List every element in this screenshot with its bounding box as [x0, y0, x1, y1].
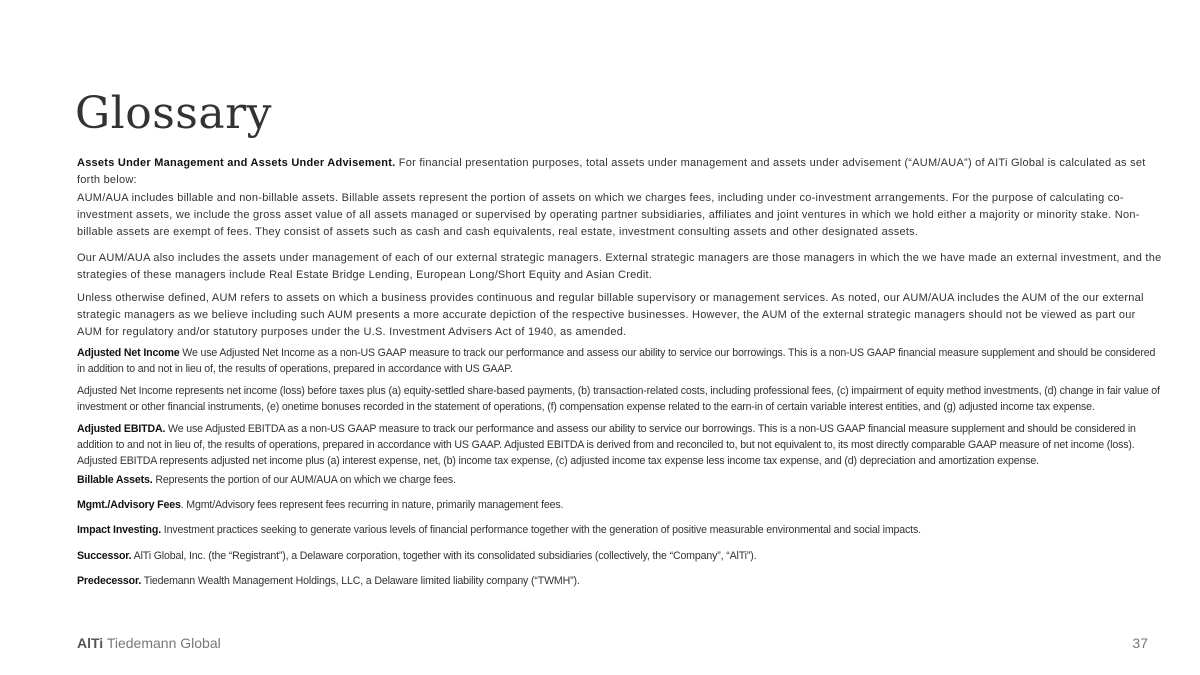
term: Impact Investing. — [77, 524, 161, 536]
definition: AUM/AUA includes billable and non-billable assets. Billable assets represent the portion of assets on which we charges fees, including under co-investment arrangements. For the purpose of calculating co-investment assets, we include the gross asset value of all assets managed or supervised by operating partner subsidiaries, affiliates and joint ventures in which we hold either a majority or minority stake. Non-billable assets are exempt of fees. They consist of assets such as cash and cash equivalents, real estate, investment consulting assets and other designated assets. — [77, 192, 1140, 238]
glossary-entry-adjusted-net-income — [77, 345, 1162, 377]
page-number: 37 — [1132, 635, 1148, 651]
glossary-entry-impact-investing — [77, 522, 1162, 538]
definition: Our AUM/AUA also includes the assets under management of each of our external strategic managers. External strategic managers are those managers in which the we have made an external investment, and the strategies of these managers include Real Estate Bridge Lending, European Long/Short Equity and Asian Credit. — [77, 252, 1162, 281]
glossary-entry-billable-assets — [77, 472, 1162, 488]
term: Adjusted EBITDA. — [77, 423, 166, 435]
glossary-paragraph — [77, 383, 1162, 415]
term: Adjusted Net Income — [77, 347, 180, 359]
term: Assets Under Management and Assets Under Advisement. — [77, 157, 396, 169]
brand-bold: AlTi — [77, 635, 104, 651]
term: Billable Assets. — [77, 474, 153, 486]
definition: . Mgmt/Advisory fees represent fees recurring in nature, primarily management fees. — [180, 499, 564, 511]
glossary-entry-predecessor — [77, 573, 1162, 589]
term: Predecessor. — [77, 575, 142, 587]
glossary-paragraph — [77, 290, 1162, 341]
term: Mgmt./Advisory Fees — [77, 499, 181, 511]
glossary-paragraph — [77, 190, 1162, 241]
definition: Unless otherwise defined, AUM refers to assets on which a business provides continuous and regular billable supervisory or management services. As noted, our AUM/AUA includes the AUM of the our external strategic managers as we believe including such AUM presents a more accurate depiction of the respective businesses. However, the AUM of the external strategic managers should not be viewed as part our AUM for regulatory and/or statutory purposes under the U.S. Investment Advisers Act of 1940, as amended. — [77, 292, 1144, 338]
definition: AlTi Global, Inc. (the “Registrant”), a Delaware corporation, together with its consolidated subsidiaries (collectively, the “Company”, “AlTi”). — [131, 550, 757, 562]
footer-brand — [77, 635, 221, 651]
definition: Adjusted Net Income represents net income (loss) before taxes plus (a) equity-settled share-based payments, (b) transaction-related costs, including professional fees, (c) impairment of equity method investments, (d) change in fair value of investment or other financial instruments, (e) onetime bonuses recorded in the statement of operations, (f) compensation expense related to the earn-in of certain variable interest entities, and (g) adjusted income tax expense. — [77, 385, 1160, 413]
glossary-entry-successor — [77, 548, 1162, 564]
definition: Investment practices seeking to generate various levels of financial performance together with the generation of positive measurable environmental and social impacts. — [161, 524, 921, 536]
term: Successor. — [77, 550, 132, 562]
brand-rest: Tiedemann Global — [103, 635, 221, 651]
definition: We use Adjusted Net Income as a non-US GAAP measure to track our performance and assess our ability to service our borrowings. This is a non-US GAAP financial measure supplement and should be considered in addition to and not in lieu of, the results of operations, prepared in accordance with US GAAP. — [77, 347, 1156, 375]
definition: Tiedemann Wealth Management Holdings, LLC, a Delaware limited liability company (“TWMH”). — [141, 575, 580, 587]
glossary-entry-mgmt-fees — [77, 497, 1162, 513]
glossary-entry-adjusted-ebitda — [77, 421, 1162, 469]
definition: Represents the portion of our AUM/AUA on which we charge fees. — [152, 474, 456, 486]
glossary-paragraph — [77, 250, 1162, 284]
definition: We use Adjusted EBITDA as a non-US GAAP measure to track our performance and assess our ability to service our borrowings. This is a non-US GAAP financial measure supplement and should be considered in addition to and not in lieu of, the results of operations, prepared in accordance with US GAAP. Adjusted EBITDA is derived from and reconciled to, but not equivalent to, its most directly comparable GAAP measure of net income (loss). Adjusted EBITDA represents adjusted net income plus (a) interest expense, net, (b) income tax expense, (c) adjusted income tax expense less income tax expense, and (d) depreciation and amortization expense. — [77, 423, 1136, 467]
page-title: Glossary — [75, 88, 272, 139]
glossary-entry-aum — [77, 155, 1162, 189]
definition: For financial presentation purposes, total assets under management and assets under advisement (“AUM/AUA”) of AITi Global is calculated as set forth below: — [77, 157, 1146, 186]
